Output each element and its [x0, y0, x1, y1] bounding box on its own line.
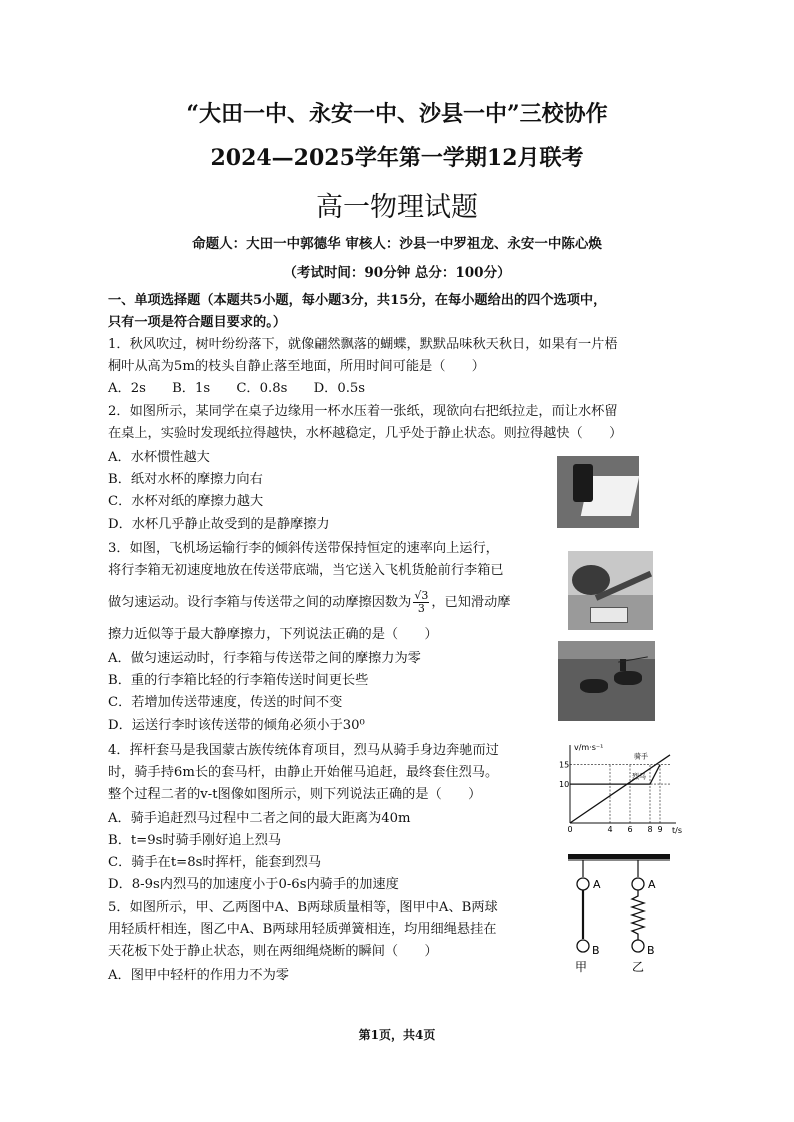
q2-option-a: A．水杯惯性越大: [108, 450, 210, 465]
ball-b-right: [632, 940, 644, 952]
q4-stem-line3: 整个过程二者的v-t图像如图所示，则下列说法正确的是（ ）: [108, 787, 482, 802]
q2-stem-line1: 2．如图所示，某同学在桌子边缘用一杯水压着一张纸，现欲向右把纸拉走，而让水杯留: [108, 404, 618, 419]
q1-stem-line1: 1．秋风吹过，树叶纷纷落下，就像翩然飘落的蝴蝶，默默品味秋天秋日，如果有一片梧: [108, 337, 618, 352]
ball-a-left: [577, 878, 589, 890]
section1-heading-line1: 一、单项选择题（本题共5小题，每小题3分，共15分，在每小题给出的四个选项中，: [108, 293, 607, 308]
vt-series-label-rider: 骑手: [634, 752, 648, 761]
q3-stem-line3: [108, 590, 510, 615]
q5-option-a: A．图甲中轻杆的作用力不为零: [108, 968, 289, 983]
section1-heading-line2: 只有一项是符合题目要求的。）: [108, 315, 287, 330]
q1-stem-line2: 桐叶从高为5m的枝头自静止落至地面，所用时间可能是（ ）: [108, 359, 485, 374]
q1-option-c: C．0.8s: [236, 381, 288, 396]
fraction-numerator: √3: [414, 589, 429, 602]
vt-x-tick-label: 0: [567, 825, 573, 834]
q5-stem-line2: 用轻质杆相连，图乙中A、B两球用轻质弹簧相连，均用细绳悬挂在: [108, 922, 497, 937]
vt-ylabel: v/m·s⁻¹: [574, 743, 604, 752]
q2-stem-line2: 在桌上，实验时发现纸拉得越快，水杯越稳定，几乎处于静止状态。则拉得越快（ ）: [108, 426, 623, 441]
q2-option-b: B．纸对水杯的摩擦力向右: [108, 472, 263, 487]
q3-option-a: A．做匀速运动时，行李箱与传送带之间的摩擦力为零: [108, 651, 421, 666]
exam-title-line2: 2024—2025学年第一学期12月联考: [210, 145, 584, 171]
q4-option-d: D．8-9s内烈马的加速度小于0-6s内骑手的加速度: [108, 877, 399, 892]
q4-option-b: B．t=9s时骑手刚好追上烈马: [108, 833, 282, 848]
q3-stem-line4: 擦力近似等于最大静摩擦力，下列说法正确的是（ ）: [108, 627, 438, 642]
q3-stem-line3a: 做匀速运动。设行李箱与传送带之间的动摩擦因数为: [108, 595, 412, 610]
ball-a-right-label: A: [648, 878, 656, 891]
cup-on-paper-photo: [557, 456, 639, 528]
ceiling-left: [568, 854, 670, 859]
vt-x-tick-label: 4: [607, 825, 613, 834]
q4-option-c: C．骑手在t=8s时挥杆，能套到烈马: [108, 855, 322, 870]
horse-riders-photo: [558, 641, 655, 721]
q1-option-a: A．2s: [108, 381, 146, 396]
fraction-denominator: 3: [417, 602, 425, 615]
horse-line: [570, 765, 660, 784]
q2-option-c: C．水杯对纸的摩擦力越大: [108, 494, 264, 509]
q4-stem-line2: 时，骑手持6m长的套马杆，由静止开始催马追赶，最终套住烈马。: [108, 765, 499, 780]
exam-authors: 命题人：大田一中郭德华 审核人：沙县一中罗祖龙、永安一中陈心焕: [192, 236, 602, 252]
q4-stem-line1: 4．挥杆套马是我国蒙古族传统体育项目，烈马从骑手身边奔驰而过: [108, 743, 499, 758]
q1-option-b: B．1s: [172, 381, 211, 396]
ball-b-left-label: B: [592, 944, 600, 957]
vt-x-tick-label: 9: [657, 825, 663, 834]
exam-subject-title: 高一物理试题: [316, 192, 478, 223]
q3-stem-line3b: ，已知滑动摩: [431, 595, 511, 610]
q4-option-a: A．骑手追赶烈马过程中二者之间的最大距离为40m: [108, 811, 411, 826]
q3-stem-line1: 3．如图，飞机场运输行李的倾斜传送带保持恒定的速率向上运行，: [108, 541, 499, 556]
q1-option-d: D．0.5s: [313, 381, 366, 396]
page-footer: 第1页，共4页: [358, 1028, 436, 1042]
vt-series-label-horse: 烈马: [632, 772, 646, 781]
figure-caption-yi: 乙: [632, 960, 645, 974]
light-spring: [632, 890, 644, 940]
q5-stem-line3: 天花板下处于静止状态，则在两细绳烧断的瞬间（ ）: [108, 944, 438, 959]
q3-option-d: D．运送行李时该传送带的倾角必须小于30⁰: [108, 718, 365, 733]
exam-info: （考试时间：90分钟 总分：100分）: [283, 265, 511, 281]
friction-coefficient-fraction: [413, 590, 429, 615]
q2-option-d: D．水杯几乎静止故受到的是静摩擦力: [108, 517, 330, 532]
q5-stem-line1: 5．如图所示，甲、乙两图中A、B两球质量相等，图甲中A、B两球: [108, 900, 498, 915]
vt-x-tick-label: 6: [627, 825, 633, 834]
vt-x-tick-label: 8: [647, 825, 653, 834]
q1-options: [108, 380, 387, 398]
exam-title-line1: “大田一中、永安一中、沙县一中”三校协作: [186, 101, 608, 127]
rider-line: [570, 755, 670, 823]
ball-b-left: [577, 940, 589, 952]
airport-conveyor-photo: [568, 551, 653, 630]
vt-y-tick-label: 15: [559, 760, 570, 770]
ball-a-right: [632, 878, 644, 890]
balls-figure: [566, 851, 676, 976]
figure-caption-jia: 甲: [575, 960, 588, 974]
vt-y-tick-label: 10: [559, 780, 570, 790]
vt-graph: [558, 740, 688, 835]
q3-stem-line2: 将行李箱无初速度地放在传送带底端，当它送入飞机货舱前行李箱已: [108, 563, 504, 578]
q3-option-b: B．重的行李箱比轻的行李箱传送时间更长些: [108, 673, 369, 688]
vt-xlabel: t/s: [672, 826, 682, 835]
ball-a-left-label: A: [593, 878, 601, 891]
q3-option-c: C．若增加传送带速度，传送的时间不变: [108, 695, 343, 710]
ball-b-right-label: B: [647, 944, 655, 957]
